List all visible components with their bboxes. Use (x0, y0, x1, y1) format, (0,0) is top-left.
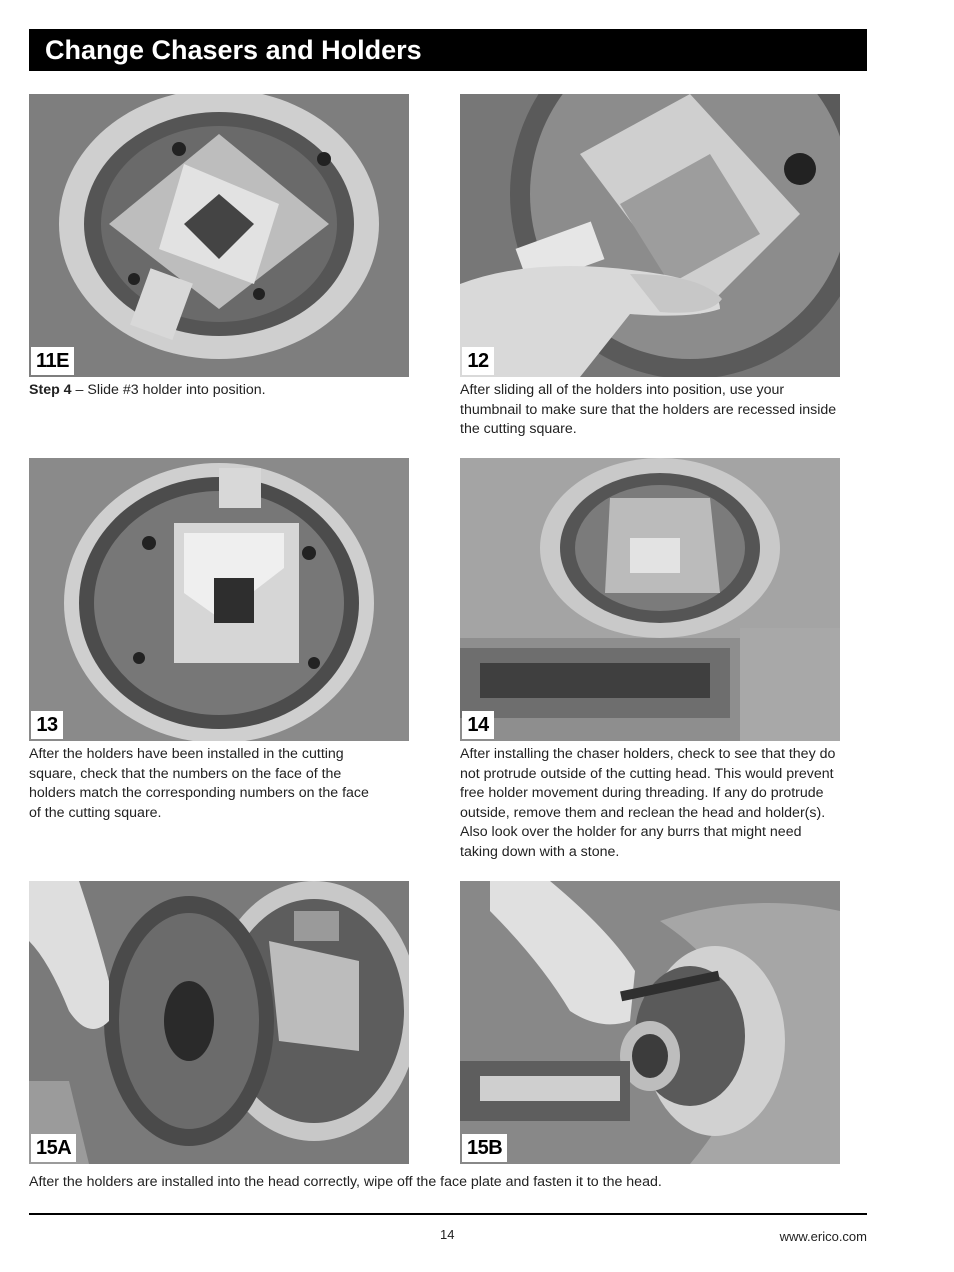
photo-12 (460, 94, 840, 377)
footer-caption: After the holders are installed into the head correctly, wipe off the face plate and fasten it to the head. (29, 1174, 662, 1190)
caption-step: Step 4 (29, 382, 72, 398)
footer-divider (29, 1213, 867, 1215)
page-title: Change Chasers and Holders (29, 29, 867, 71)
caption-14: After installing the chaser holders, check to see that they do not protrude outside of the cutting head. This would prevent free holder movement during threading. If any do protrude outside, remove them and reclean the head and holder(s). Also look over the holder for any burrs that might need taking down with a stone. (460, 746, 836, 860)
caption-12: After sliding all of the holders into position, use your thumbnail to make sure that the holders are recessed inside the cutting square. (460, 382, 837, 437)
photo-15a-image (29, 881, 409, 1164)
photo-14-image (460, 458, 840, 741)
website-link[interactable]: www.erico.com (779, 1229, 867, 1244)
photo-15b-image (460, 881, 840, 1164)
figure-label: 15A (31, 1134, 76, 1162)
caption-text: – Slide #3 holder into position. (71, 382, 266, 398)
figure-label: 15B (462, 1134, 507, 1162)
figure-label: 13 (31, 711, 63, 739)
photo-15a (29, 881, 409, 1164)
caption-13: After the holders have been installed in the cutting square, check that the numbers on the face of the holders match the corresponding numbers on the face of the cutting square. (29, 746, 369, 821)
figure-label: 14 (462, 711, 494, 739)
photo-13 (29, 458, 409, 741)
photo-12-image (460, 94, 840, 377)
photo-15b (460, 881, 840, 1164)
page-number: 14 (440, 1227, 455, 1242)
photo-11e-image (29, 94, 409, 377)
caption-11e (29, 381, 409, 401)
figure-label: 11E (31, 347, 74, 375)
photo-11e (29, 94, 409, 377)
photo-14 (460, 458, 840, 741)
figure-label: 12 (462, 347, 494, 375)
photo-13-image (29, 458, 409, 741)
